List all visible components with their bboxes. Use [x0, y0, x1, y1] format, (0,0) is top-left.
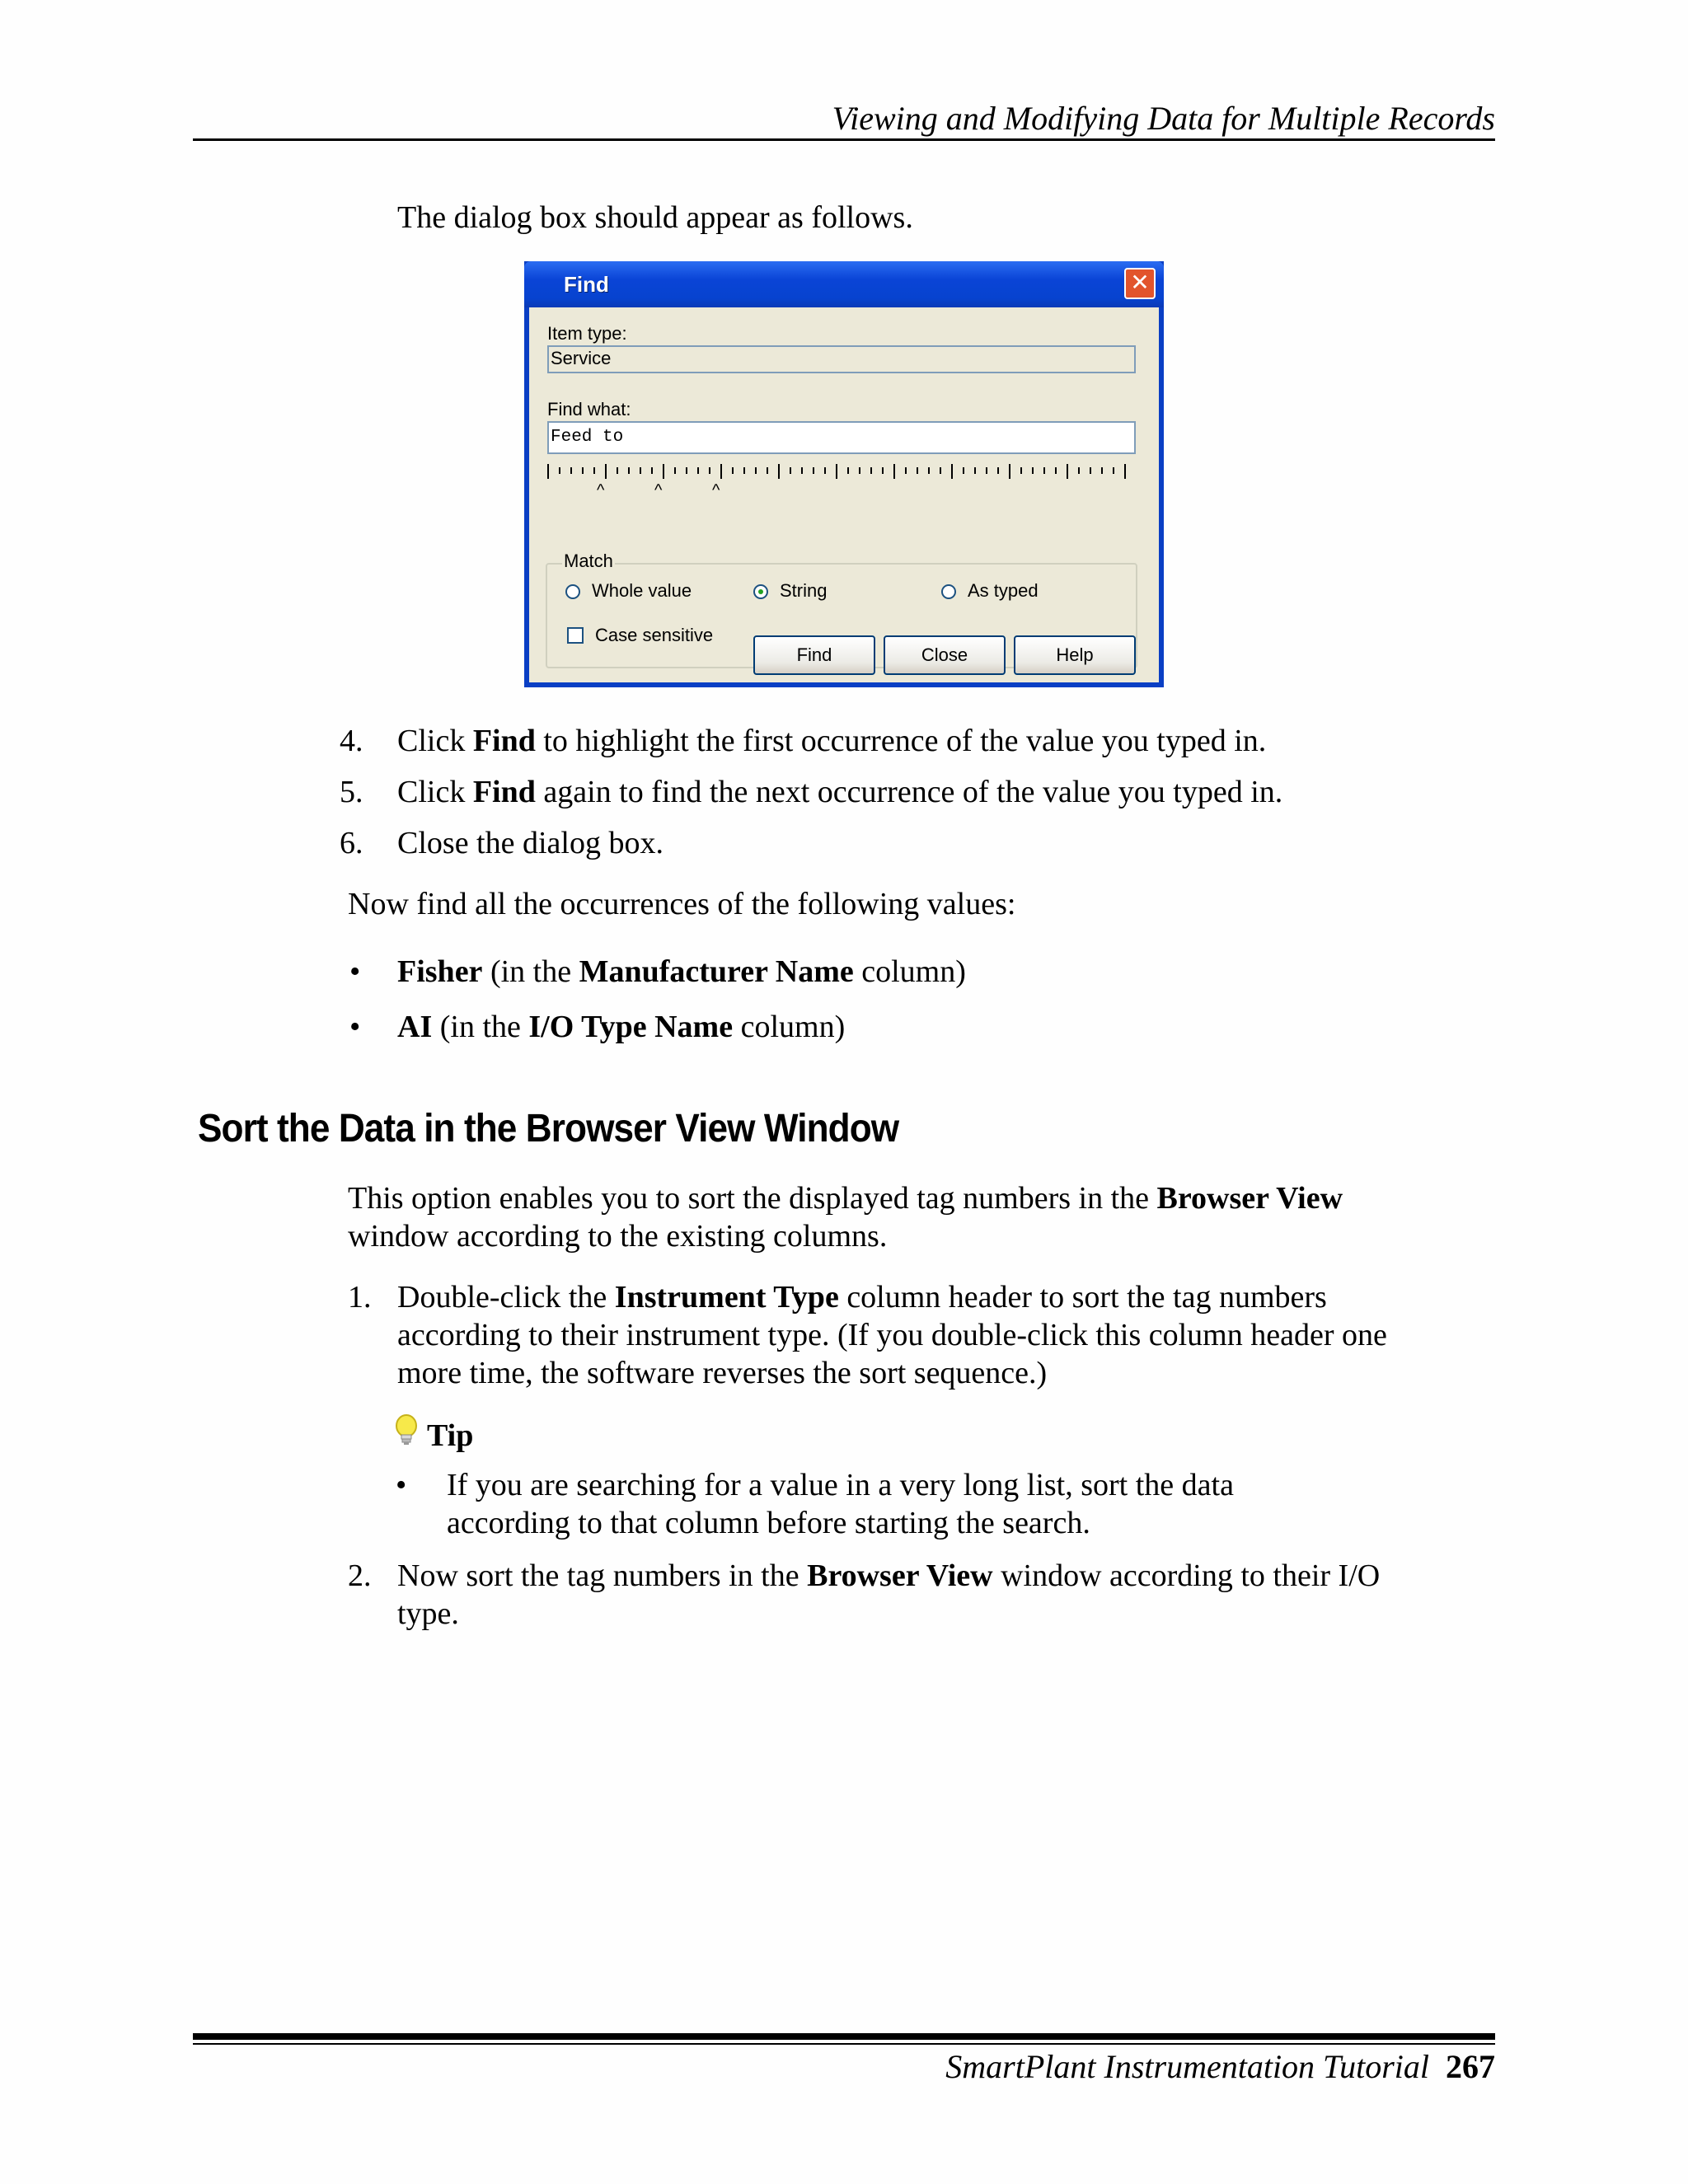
step-2-line1: Now sort the tag numbers in the Browser View window according to their I/O: [397, 1558, 1381, 1593]
dialog-title-bar: [524, 261, 1164, 307]
section-para-line1: This option enables you to sort the displayed tag numbers in the Browser View: [348, 1181, 1343, 1216]
match-label: Match: [564, 551, 613, 571]
string-radio[interactable]: [753, 584, 768, 599]
case-sensitive-label: Case sensitive: [595, 625, 714, 645]
section-heading: Sort the Data in the Browser View Window: [198, 1107, 899, 1151]
string-label: String: [780, 580, 828, 601]
lightbulb-icon: [394, 1414, 419, 1447]
find-what-label: Find what:: [547, 399, 631, 419]
list-number: 5.: [340, 775, 363, 809]
bullet-icon: •: [349, 1010, 361, 1044]
dialog-body: [529, 307, 1159, 682]
step-1-line3: more time, the software reverses the sort sequence.): [397, 1356, 1048, 1390]
case-sensitive-checkbox[interactable]: [567, 627, 584, 644]
page-number: 267: [1446, 2048, 1495, 2085]
word-caret-icon: ^: [654, 481, 663, 499]
intro-text: The dialog box should appear as follows.: [397, 200, 913, 235]
word-caret-icon: ^: [712, 481, 720, 499]
help-button[interactable]: Help: [1014, 635, 1136, 675]
list-number: 1.: [348, 1280, 372, 1315]
dialog-title: Find: [564, 272, 609, 297]
column-ruler: [547, 464, 1129, 480]
list-number: 4.: [340, 724, 363, 758]
footer-title: SmartPlant Instrumentation Tutorial: [945, 2048, 1429, 2085]
word-caret-icon: ^: [597, 481, 605, 499]
now-find-text: Now find all the occurrences of the following values:: [348, 887, 1016, 921]
tip-label: Tip: [427, 1418, 474, 1453]
step-5: Click Find again to find the next occurrence of the value you typed in.: [397, 775, 1283, 809]
running-header: Viewing and Modifying Data for Multiple Records: [832, 100, 1495, 137]
footer-rule: [193, 2033, 1495, 2040]
step-1-line1: Double-click the Instrument Type column header to sort the tag numbers: [397, 1280, 1327, 1315]
close-icon[interactable]: ✕: [1124, 268, 1156, 299]
step-4: Click Find to highlight the first occurrence of the value you typed in.: [397, 724, 1267, 758]
bullet-icon: •: [349, 954, 361, 989]
close-button[interactable]: Close: [884, 635, 1006, 675]
list-number: 6.: [340, 826, 363, 860]
find-dialog: [524, 261, 1164, 687]
as-typed-radio[interactable]: [941, 584, 956, 599]
step-6: Close the dialog box.: [397, 826, 663, 860]
step-2-line2: type.: [397, 1596, 459, 1631]
find-what-input[interactable]: Feed to: [547, 421, 1136, 454]
header-rule: [193, 138, 1495, 141]
step-1-line2: according to their instrument type. (If you double-click this column header one: [397, 1318, 1387, 1352]
find-button[interactable]: Find: [753, 635, 875, 675]
whole-value-label: Whole value: [592, 580, 692, 601]
footer: [193, 2044, 1495, 2090]
bullet-fisher: Fisher (in the Manufacturer Name column): [397, 954, 966, 989]
item-type-label: Item type:: [547, 323, 627, 344]
list-number: 2.: [348, 1558, 372, 1593]
item-type-field: Service: [547, 345, 1136, 373]
whole-value-radio[interactable]: [565, 584, 580, 599]
as-typed-label: As typed: [968, 580, 1039, 601]
tip-line1: If you are searching for a value in a very long list, sort the data: [447, 1468, 1234, 1502]
tip-line2: according to that column before starting the search.: [447, 1506, 1090, 1540]
bullet-icon: •: [396, 1468, 407, 1502]
bullet-ai: AI (in the I/O Type Name column): [397, 1010, 846, 1044]
section-para-line2: window according to the existing columns.: [348, 1219, 888, 1254]
